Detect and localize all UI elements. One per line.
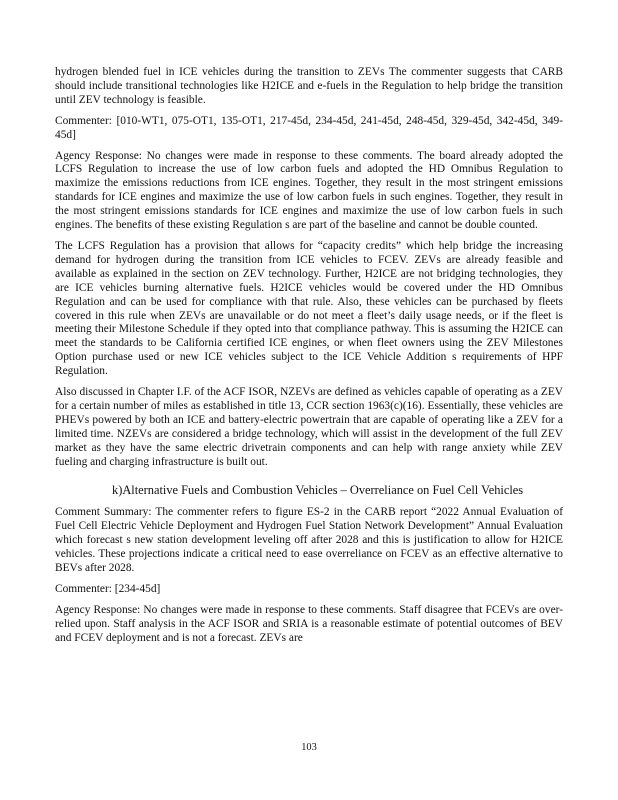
paragraph-continued: hydrogen blended fuel in ICE vehicles during the transition to ZEVs The commenter suggests that CARB should include transitional technologies like H2ICE and e-fuels in the Regulation to help bridge the transition until ZEV technology is feasible. — [55, 66, 563, 106]
agency-response: Agency Response: No changes were made in response to these comments. The board already adopted the LCFS Regulation to increase the use of low carbon fuels and adopted the HD Omnibus Regulation to maximize the emissions reductions from ICE engines. Together, they result in the most stringent emissions standards for ICE engines and maximize the use of low carbon fuels in such engines. Together, they result in the most stringent emissions standards for ICE engines and maximize the use of low carbon fuels in such engines. The benefits of these existing Regulation s are part of the baseline and cannot be double counted. — [55, 149, 563, 232]
paragraph-nzev: Also discussed in Chapter I.F. of the ACF ISOR, NZEVs are defined as vehicles capable of operating as a ZEV for a certain number of miles as established in title 13, CCR section 1963(c)(16). Essentially, these vehicles are PHEVs powered by both an ICE and battery-electric powertrain that are capable of operating like a ZEV for a limited time. NZEVs are considered a bridge technology, which will assist in the development of the full ZEV market as they have the same electric drivetrain components and can help with range anxiety while ZEV fueling and charging infrastructure is built out. — [55, 386, 563, 468]
comment-summary: Comment Summary: The commenter refers to figure ES-2 in the CARB report “2022 Annual Evaluation of Fuel Cell Electric Vehicle Deployment and Hydrogen Fuel Station Network Development” Annual Evaluation which forecast s new station development leveling off after 2028 and this is justification to allow for H2ICE vehicles. These projections indicate a critical need to ease overreliance on FCEV as an effective alternative to BEVs after 2028. — [55, 506, 563, 575]
paragraph-lcfs: The LCFS Regulation has a provision that allows for “capacity credits” which help bridge the increasing demand for hydrogen during the transition from ICE vehicles to FCEV. ZEVs are already feasible and available as explained in the section on ZEV technology. Further, H2ICE are not bridging technologies, they are ICE vehicles burning alternative fuels. H2ICE vehicles would be covered under the HD Omnibus Regulation and can be used for compliance with that rule. Also, these vehicles can be purchased by fleets covered in this rule when ZEVs are unavailable or do not meet a fleet’s daily usage needs, or if the fleet is meeting their Milestone Schedule if they opted into that compliance pathway. This is assuming the H2ICE can meet the standards to be California certified ICE engines, or when fleet owners using the ZEV Milestones Option purchase used or new ICE vehicles subject to the ICE Vehicle Addition s requirements of HPF Regulation. — [55, 239, 563, 378]
agency-response: Agency Response: No changes were made in response to these comments. Staff disagree that FCEVs are over-relied upon. Staff analysis in the ACF ISOR and SRIA is a reasonable estimate of potential outcomes of BEV and FCEV deployment and is not a forecast. ZEVs are — [55, 603, 563, 644]
commenter-list: Commenter: [234-45d] — [55, 583, 161, 595]
commenter-list: Commenter: [010-WT1, 075-OT1, 135-OT1, 217-45d, 234-45d, 241-45d, 248-45d, 329-45d, 342-45d, 349-45d] — [55, 114, 563, 141]
section-heading: k)Alternative Fuels and Combustion Vehicles – Overreliance on Fuel Cell Vehicles — [112, 483, 524, 498]
page-body — [55, 66, 563, 653]
page-number: 103 — [301, 742, 317, 753]
